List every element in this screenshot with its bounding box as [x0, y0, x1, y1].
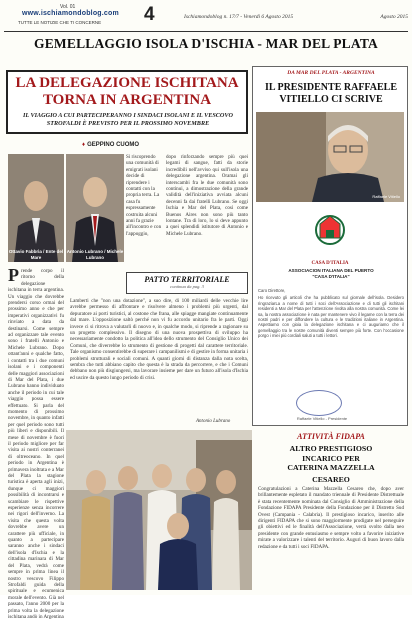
group-photo	[66, 430, 252, 590]
article-title-line1: LA DELEGAZIONE ISCHITANA	[15, 75, 239, 91]
issue-date: Agosto 2015	[380, 14, 408, 20]
fidapa-body-text: Congratulazioni a Caterina Mazzella Cesareo che, dopo aver brillantemente espletato il mandato triennale di Presidente Distrettuale è stata recentemente nominata dal Consiglio di Amministrazione della Fondazione FIDAPA Presidente della Fondazione per il Distretto Sud Ovest (Campania - Calabria). Il prestigioso incarico, inserito alle dirigenti FIDAPA che si sono maggiormente prodigate nel perseguire gli obiettivi ed le finalità dell'Associazione, verrà svolto dalla neo presidente con grande entusiasmo e sempre volto a favorire iniziative mirate a valorizzare i talenti del territorio. Auguri di buon lavoro dalla redazione e da tutti i soci FIDAPA.	[258, 486, 404, 550]
article-subtitle: IL VIAGGIO A CUI PARTECIPERANNO I SINDACI ISOLANI E IL VESCOVO STROFALDI È PREVISTO PER IL PROSSIMO NOVEMBRE	[23, 112, 233, 127]
fidapa-kicker: ATTIVITÀ FIDAPA	[297, 432, 365, 441]
tagline: TUTTE LE NOTIZIE CHE TI CONCERNE	[18, 20, 102, 25]
letter-body: Ho ricevuto gli articoli che ha pubblicato sul giornale dell'isola. Desidero ringraziarLa a nome di tutti i soci dell'Associazione e di tutti gli ischitani residenti a Mar del Plata per l'attenzione rivolta alla nostra comunità. Come lei sa, la nostra associazione è nata per mantenere vivo il legame con la terra dei nostri padri e per diffondere la cultura e le tradizioni italiane in Argentina. Aspettiamo con gioia la delegazione ischitana e ci auguriamo che il gemellaggio tra le nostre comunità diventi sempre più forte. Con l'occasione porgo i miei più cordiali saluti a tutti i lettori.	[258, 295, 404, 339]
association-line1: ASSOCIACION ITALIANA DEL PUERTO	[288, 268, 374, 273]
letter-kicker: DA MAR DEL PLATA - ARGENTINA	[287, 70, 375, 76]
article-column-a: Si riscoprendo una comunità di emigrati isolani decide di riprendere i contatti con la propria terra. La casa fu espressamente costruita alcuni anni fa grazie all'incontro e con l'appoggio,	[126, 154, 162, 237]
photo-ottavio	[8, 154, 64, 262]
group-photo-image	[66, 430, 252, 590]
patto-title: PATTO TERRITORIALE	[144, 275, 230, 284]
dateline	[184, 14, 408, 20]
patto-continued: continua da pag. 3	[170, 284, 204, 289]
letter-title-line2: VITIELLO CI SCRIVE	[279, 94, 383, 105]
president-photo-caption: Raffaele Vitiello	[372, 194, 400, 199]
patto-heading-box	[126, 272, 248, 294]
article-title-line2: TORNA IN ARGENTINA	[42, 92, 212, 108]
bullet-icon: ♦	[82, 142, 86, 148]
article-column-c	[8, 265, 64, 620]
patto-body: Lamberti che "non una dotazione", a suo dire, di 100 miliardi delle vecchie lire avrebbe permesso di affrontare e risolvere almeno i problemi più urgenti, dal depuratore ai porti turistici, al costone che frana, alle spiagge mangiate continuamente dal mare. L'opposizione saltò perché non vi fu accordo unitario fra le parti. Oggi invece ci si ritrova a valutarli di nuovo e, in qualche modo, si riprende a ragionare su un progetto complessivo. Il disegno di una nuova prospettiva di sviluppo ha necessariamente condotto la politica all'idea dello strumento del Consiglio Unico dei Comuni, che diverrebbe lo strumento di gestione di progetti dal carattere territoriale. Tale organismo consentirebbe di superare i campanilismi e di gestire in forma unitaria i problemi strutturali e sociali comuni. A quanti giorni di distanza dalla nota scelta, sembra che tutti abbiano capito che questa è la strada da percorrere, e che i Comuni debbano non più disgiungersi, ma lavorare insieme per dare un futuro all'isola d'Ischia ed uscire da questo lungo periodo di crisi.	[70, 298, 248, 381]
president-photo	[256, 112, 404, 202]
letter-salutation: Caro Direttore,	[258, 288, 286, 293]
association-line2: "CASA D'ITALIA"	[312, 274, 350, 279]
article-column-b: dopo rinforzando sempre più quei legami di sangue, fatti da storie incredibili nell'avviso qui sull'isola una delegazione argentina. Oramai gli interscambi fra le due comunità sono continui, a dimostrazione della grande validità dell'iniziativa avviata alcuni decenni fa dai fratelli Lubrano. Se oggi Ischia e Mar del Plata, così come Buenos Aires non sono più tanto lontane. Tra di loro, lo si deve appunto a quei splendidi istitutore di Antonio e Michele Lubrano.	[166, 154, 248, 237]
fidapa-title-line4: CESAREO	[312, 475, 350, 484]
author-name: GEPPINO CUOMO	[87, 142, 140, 148]
page-headline: GEMELLAGGIO ISOLA D'ISCHIA - MAR DEL PLATA	[34, 36, 378, 51]
fidapa-body	[258, 475, 404, 594]
association-stamp	[296, 390, 342, 416]
photo-lubrano	[66, 154, 124, 262]
fidapa-title	[254, 444, 408, 473]
article-column-c-text: rende corpo il ritorno della delegazione ischitana in terra argentina. Un viaggio che dovrebbe prendersi corso ormai del prossimo anno e che per imperativi organizzativi fu rinviato a data da destinarsi. Come sempre ad organizzare tale evento sono i fratelli Antonio e Michele Lubrano. Dopo ottant'anni e qualche fatto, i contatti tra i due comuni isolani e i componenti delle maggiori associazioni di Mar del Plata, i due Lubrano hanno individuato anche il periodo in cui tale viaggio possa essere effettuato. Si parla del momento di prossimo novembre, in quanto infatti per quel periodo sono tutti più liberi e disponibili. Il mese di novembre è fuori il periodo migliore per far visita ai nostri conterranei di oltreoceano. In quel periodo in Argentina è primavera inoltrata e a Mar del Plata la stagione turistica è aperta agli inizi, dunque ci maggiori possibilità di incontrarsi e scambiare le rispettive esperienze senza incorrere nei rigori dell'inverno. La visita che questa volta dovrebbe avere un carattere più ufficiale, in quanto a partecipare saranno anche i sindaci dell'isola d'Ischia e la cittadina marinara di Mar del Plata, vedrà come sempre in prima linea il nostro vescovo Filippo Strofaldi guida della spirituale e ecumenica morale dell'evento. Già nel passato, l'anno 2000 per la prima volta la delegazione ischitana andò in Argentina	[8, 268, 64, 620]
photo2-caption: Antonio Lubrano / Michele Lubrano	[66, 249, 124, 260]
president-portrait	[256, 112, 404, 202]
logo-emblem-icon	[306, 210, 354, 258]
issue-label: Ischiamondoblog n. 17/7 - Venerdì 6 Agosto 2015	[184, 14, 294, 20]
drop-cap: P	[8, 265, 19, 285]
fidapa-title-line1: ALTRO PRESTIGIOSO	[289, 444, 373, 453]
fidapa-title-line3: CATERINA MAZZELLA	[287, 463, 375, 472]
article-byline	[82, 142, 139, 148]
casa-italia-logo	[306, 210, 354, 266]
letter-title	[256, 82, 406, 106]
patto-author: Antonio Lubrano	[196, 419, 231, 424]
letter-title-line1: IL PRESIDENTE RAFFAELE	[264, 82, 398, 93]
stamp-signature: Raffaele Vitiello - Presidente	[296, 416, 348, 421]
portrait-image	[66, 154, 124, 262]
fidapa-title-line2: INCARICO PER	[302, 453, 360, 463]
association-name	[256, 268, 406, 280]
logo-text: CASA D'ITALIA	[311, 261, 349, 266]
photo1-caption: Ottavio Fabbrìa / Ente del Mare	[8, 249, 64, 260]
letter-text	[258, 288, 404, 388]
portrait-image	[8, 154, 64, 262]
page-number: 4	[144, 4, 155, 25]
site-url[interactable]: www.ischiamondoblog.com	[22, 10, 119, 17]
masthead	[4, 2, 408, 32]
volume-label: Vol. 01	[60, 4, 76, 10]
